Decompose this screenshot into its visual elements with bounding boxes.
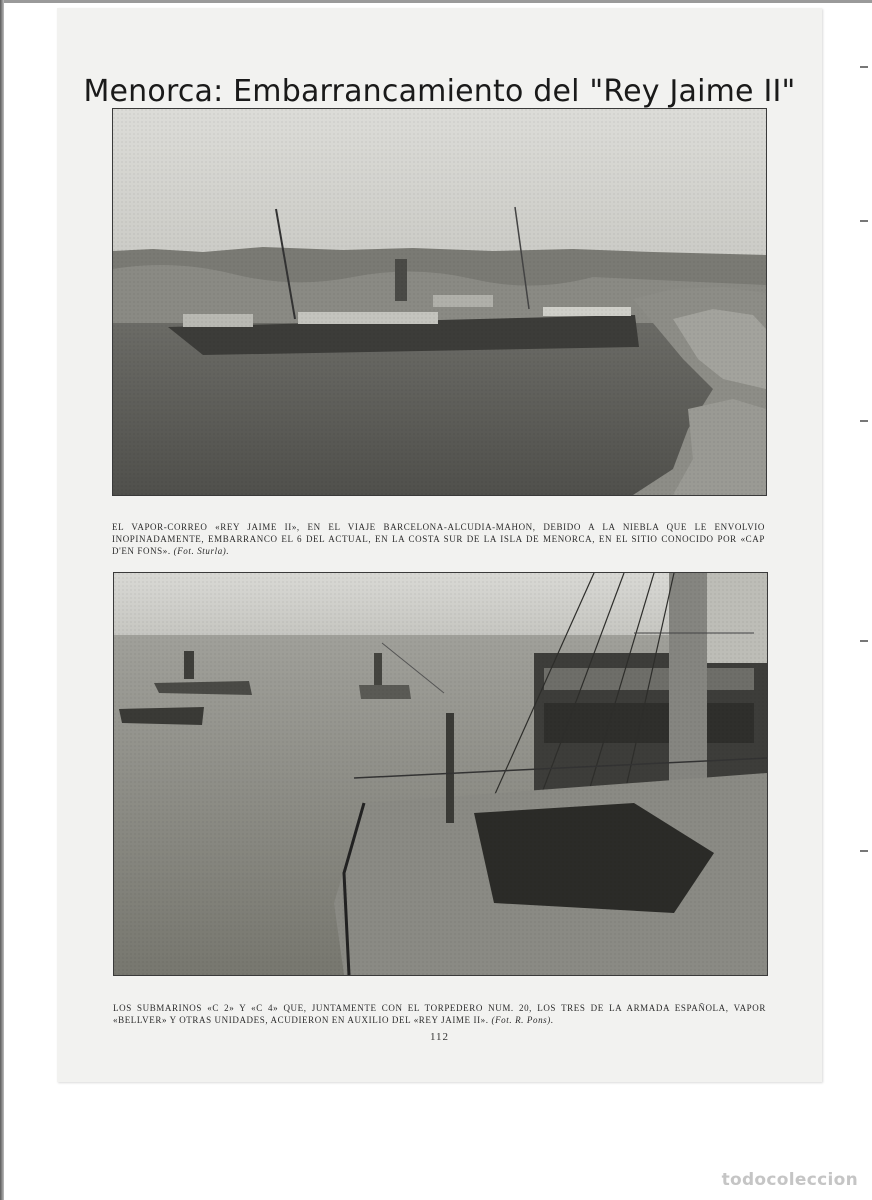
photo-stranded-steamer (112, 108, 767, 496)
caption-photo-1 (112, 521, 765, 557)
photo-rescue-vessels-image (114, 573, 767, 975)
caption-photo-1-credit: (Fot. Sturla). (173, 546, 230, 556)
scan-edge-left (0, 0, 4, 1200)
caption-photo-2 (113, 1002, 766, 1026)
caption-photo-1-text: EL VAPOR-CORREO «REY JAIME II», EN EL VIAJE BARCELONA-ALCUDIA-MAHON, DEBIDO A LA NIEBLA QUE LE ENVOLVIO INOPINADAMENTE, EMBARRANCO EL 6 DEL ACTUAL, EN LA COSTA SUR DE LA ISLA DE MENORCA, EN EL SITIO CONOCIDO POR «CAP D'EN FONS». (112, 522, 765, 556)
margin-mark (860, 640, 868, 642)
margin-mark (860, 420, 868, 422)
photo-stranded-steamer-image (113, 109, 766, 495)
page-number: 112 (429, 1031, 450, 1043)
page-title: Menorca: Embarrancamiento del "Rey Jaime II" (83, 74, 796, 110)
magazine-page (57, 8, 822, 1082)
margin-mark (860, 850, 868, 852)
watermark-logo: todocoleccion (721, 1170, 858, 1190)
margin-mark (860, 220, 868, 222)
scan-edge-top (0, 0, 872, 3)
caption-photo-2-credit: (Fot. R. Pons). (491, 1015, 554, 1025)
caption-photo-2-text: LOS SUBMARINOS «C 2» Y «C 4» QUE, JUNTAMENTE CON EL TORPEDERO NUM. 20, LOS TRES DE LA ARMADA ESPAÑOLA, VAPOR «BELLVER» Y OTRAS UNIDADES, ACUDIERON EN AUXILIO DEL «REY JAIME II». (113, 1003, 766, 1025)
photo-rescue-vessels (113, 572, 768, 976)
margin-mark (860, 66, 868, 68)
